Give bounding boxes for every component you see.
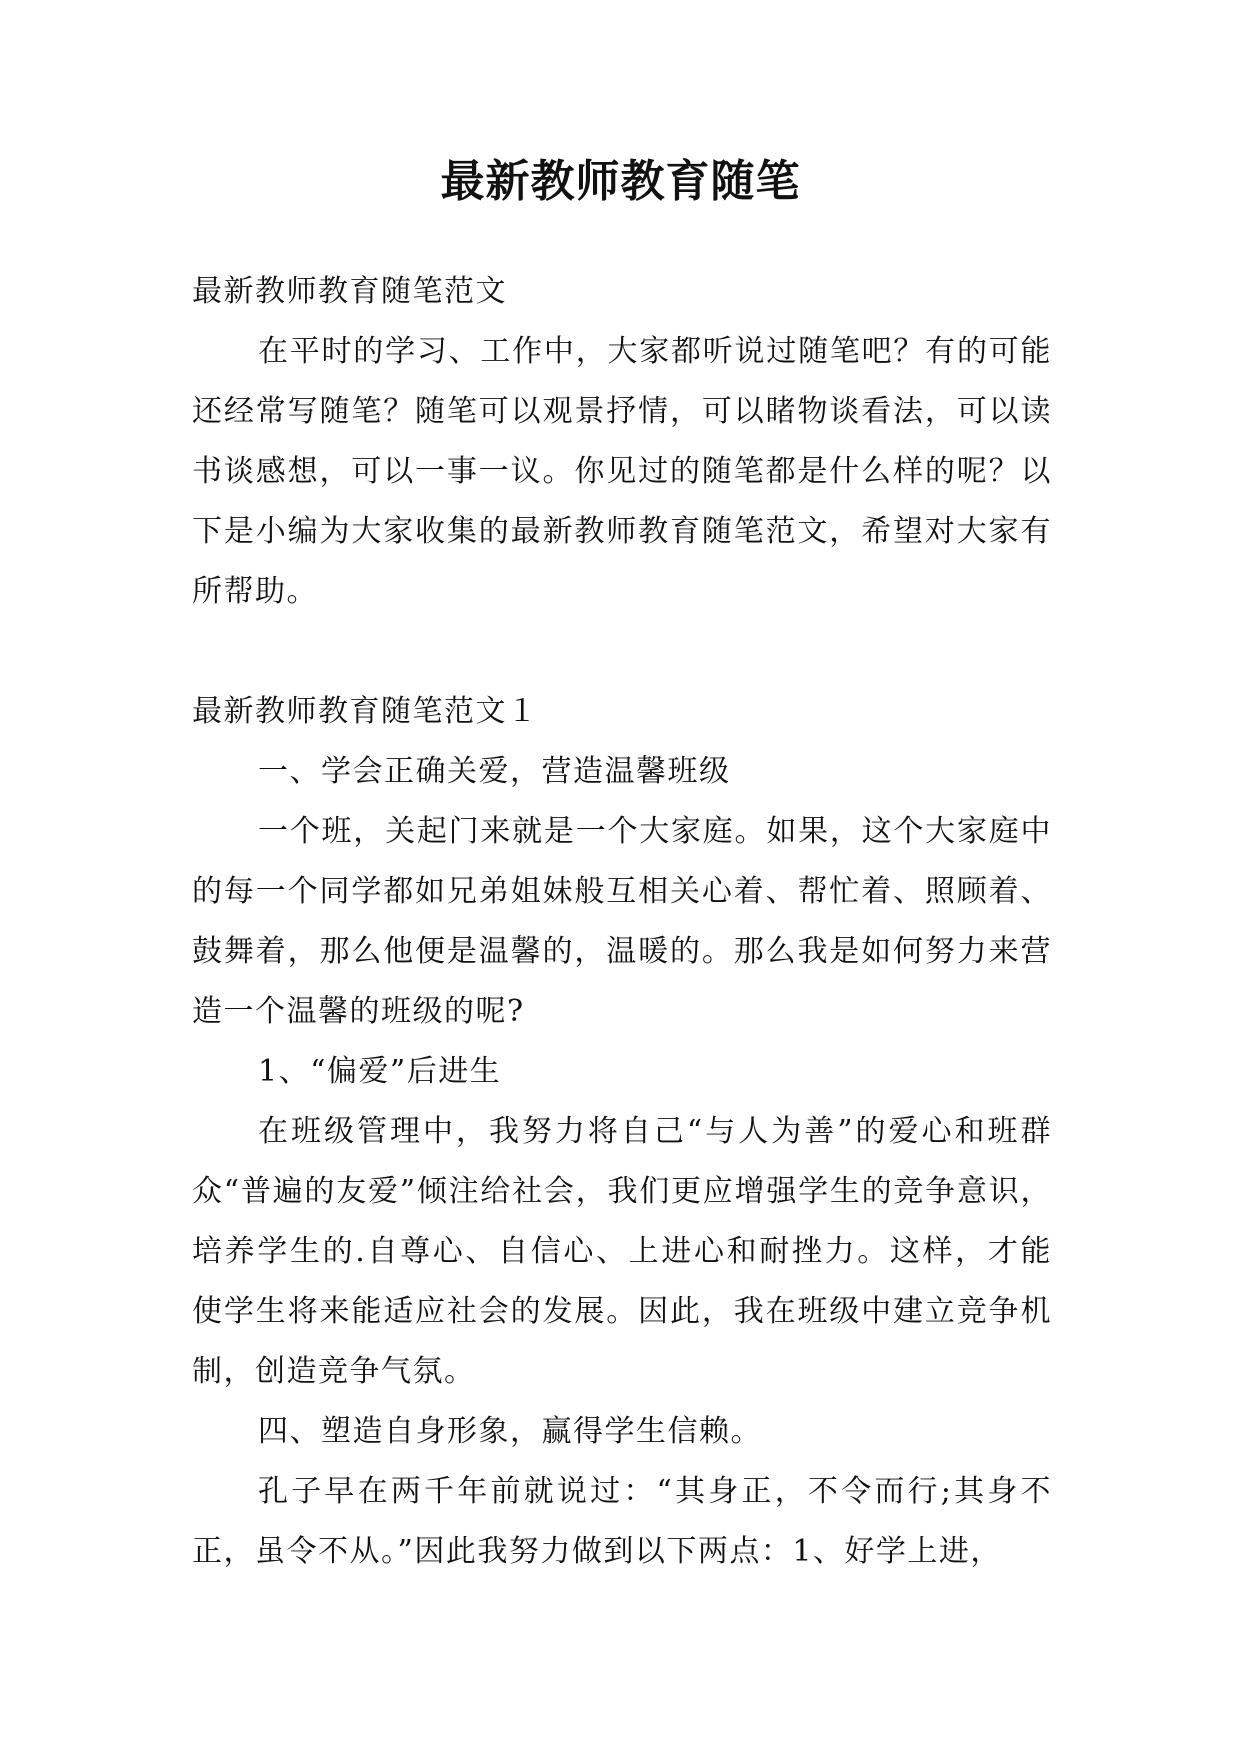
paragraph-2: 在班级管理中，我努力将自己“与人为善”的爱心和班群众“普遍的友爱”倾注给社会，我们更应增强学生的竞争意识，培养学生的.自尊心、自信心、上进心和耐挫力。这样，才能使学生将来能适应社会的发展。因此，我在班级中建立竞争机制，创造竞争气氛。 <box>192 1114 1052 1389</box>
section-title: 最新教师教育随笔范文１ <box>192 694 539 729</box>
document-body <box>192 262 1052 1582</box>
heading-2: 1、“偏爱”后进生 <box>258 1054 502 1089</box>
paragraph-gap <box>192 622 1052 682</box>
document-title: 最新教师教育随笔 <box>440 156 801 207</box>
paragraph-1: 一个班，关起门来就是一个大家庭。如果，这个大家庭中的每一个同学都如兄弟姐妹般互相关心着、帮忙着、照顾着、鼓舞着，那么他便是温馨的，温暖的。那么我是如何努力来营造一个温馨的班级的呢? <box>192 814 1052 1029</box>
heading-1: 一、学会正确关爱，营造温馨班级 <box>258 754 731 789</box>
heading-3: 四、塑造自身形象，赢得学生信赖。 <box>258 1414 762 1449</box>
subtitle: 最新教师教育随笔范文 <box>192 274 507 309</box>
intro-paragraph: 在平时的学习、工作中，大家都听说过随笔吧？有的可能还经常写随笔？随笔可以观景抒情，可以睹物谈看法，可以读书谈感想，可以一事一议。你见过的随笔都是什么样的呢？以下是小编为大家收集的最新教师教育随笔范文，希望对大家有所帮助。 <box>192 334 1052 609</box>
paragraph-3: 孔子早在两千年前就说过：“其身正，不令而行;其身不正，虽令不从。”因此我努力做到以下两点：1、好学上进， <box>192 1474 1052 1569</box>
